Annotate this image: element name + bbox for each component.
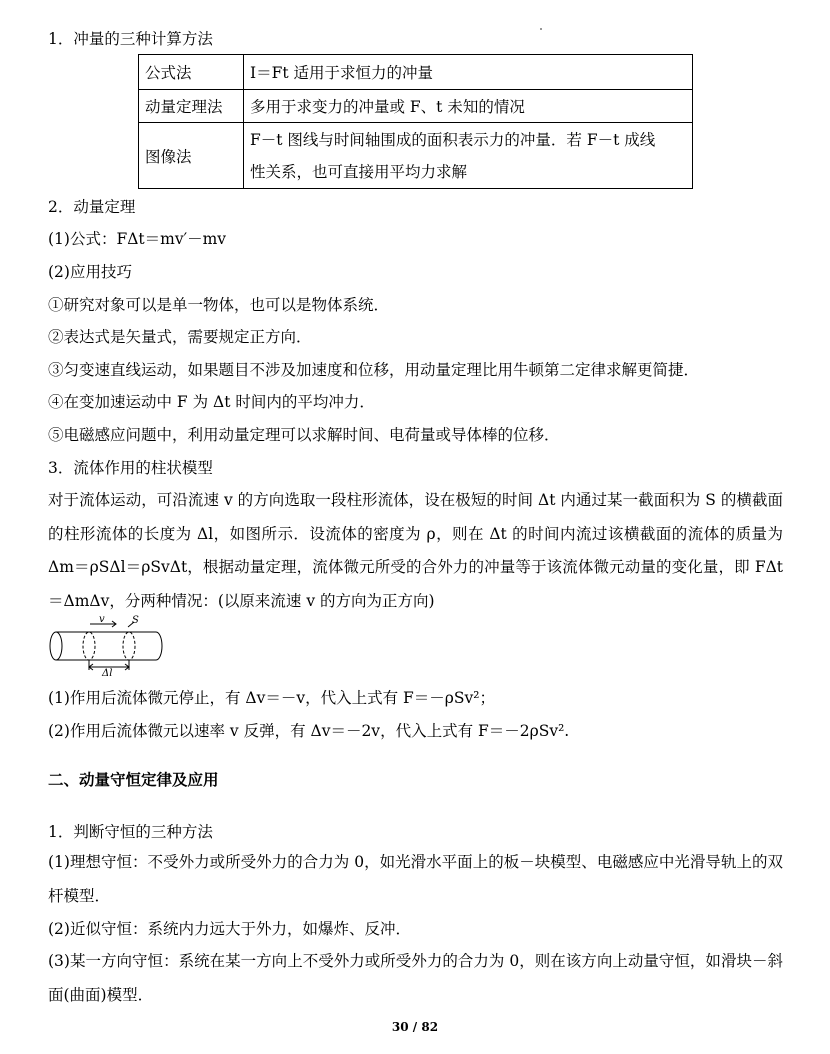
momentum-theorem-formula: (1)公式：FΔt＝mv′－mv — [48, 230, 227, 248]
conservation-item: (1)理想守恒：不受外力或所受外力的合力为 0，如光滑水平面上的板－块模型、电磁感应中光滑导轨上的双杆模型． — [48, 853, 783, 905]
tip-item: ①研究对象可以是单一物体，也可以是物体系统． — [48, 296, 390, 314]
method-name: 图像法 — [139, 123, 244, 189]
method-desc-line: 性关系，也可直接用平均力求解 — [250, 162, 468, 181]
dashed-section-left — [83, 632, 95, 660]
table-row — [139, 123, 693, 189]
tip-item: ④在变加速运动中 F 为 Δt 时间内的平均冲力． — [48, 393, 375, 411]
fluid-model-paragraph: 对于流体运动，可沿流速 v 的方向选取一段柱形流体，设在极短的时间 Δt 内通过某一截面积为 S 的横截面的柱形流体的长度为 Δl，如图所示．设流体的密度为 ρ，则在 Δt 的时间内流过该横截面的流体的质量为 Δm＝ρSΔl＝ρSvΔt，根据动量定理，流体微元所受的合外力的冲量等于该流体微元动量的变化量，即 FΔt＝ΔmΔv，分两种情况：(以原来流速 v 的方向为正方向) — [48, 491, 783, 610]
tip-item: ③匀变速直线运动，如果题目不涉及加速度和位移，用动量定理比用牛顿第二定律求解更简捷． — [48, 361, 700, 379]
method-desc: I＝Ft 适用于求恒力的冲量 — [244, 55, 693, 90]
conservation-item: (3)某一方向守恒：系统在某一方向上不受外力或所受外力的合力为 0，则在该方向上动量守恒，如滑块－斜面(曲面)模型． — [48, 952, 783, 1004]
table-row — [139, 55, 693, 90]
part2-title: 二、动量守恒定律及应用 — [48, 770, 219, 789]
part2-heading: 1．判断守恒的三种方法 — [48, 823, 213, 841]
method-desc — [244, 123, 693, 189]
method-desc-line: F－t 图线与时间轴围成的面积表示力的冲量．若 F－t 成线 — [250, 130, 656, 149]
section3-heading: 3．流体作用的柱状模型 — [48, 459, 213, 477]
method-name: 动量定理法 — [139, 90, 244, 123]
scan-dot — [540, 28, 542, 30]
method-name: 公式法 — [139, 55, 244, 90]
section1-heading: 1．冲量的三种计算方法 — [48, 30, 213, 48]
cylinder-right-end — [156, 632, 162, 660]
tips-heading: (2)应用技巧 — [48, 263, 132, 281]
label-s: S — [132, 615, 139, 626]
page-number: 30 / 82 — [391, 1020, 439, 1034]
tip-item: ②表达式是矢量式，需要规定正方向． — [48, 328, 312, 346]
dashed-section-right — [123, 632, 135, 660]
case-2: (2)作用后流体微元以速率 v 反弹，有 Δv＝－2v，代入上式有 F＝－2ρSv². — [48, 722, 570, 740]
method-desc: 多用于求变力的冲量或 F、t 未知的情况 — [244, 90, 693, 123]
case-1: (1)作用后流体微元停止，有 Δv＝－v，代入上式有 F＝－ρSv²； — [48, 689, 495, 707]
tip-item: ⑤电磁感应问题中，利用动量定理可以求解时间、电荷量或导体棒的位移． — [48, 426, 560, 444]
label-dl: Δl — [102, 668, 113, 676]
conservation-item: (2)近似守恒：系统内力远大于外力，如爆炸、反冲． — [48, 920, 411, 938]
table-row — [139, 90, 693, 123]
fluid-cylinder-figure — [44, 614, 169, 676]
cylinder-left-end — [50, 632, 62, 660]
section2-heading: 2．动量定理 — [48, 198, 136, 216]
methods-table — [138, 54, 693, 189]
label-v: v — [99, 614, 105, 625]
